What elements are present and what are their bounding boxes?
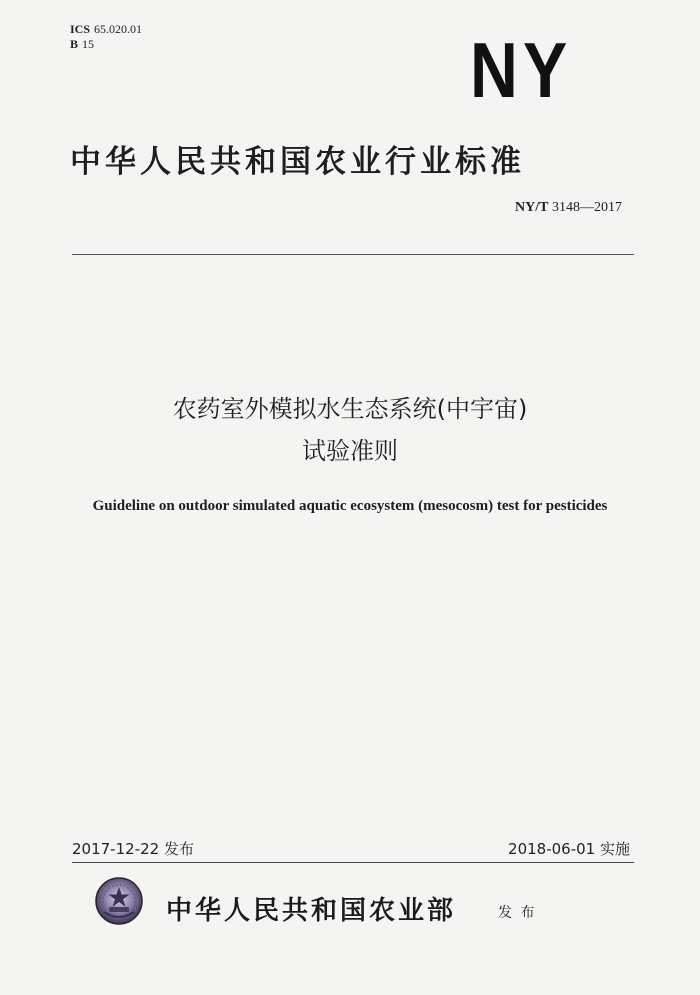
national-emblem-icon [94,876,144,926]
title-line-2: 试验准则 [302,437,398,465]
ics-label: ICS [70,22,91,36]
ccs-label: B [70,37,79,51]
header-divider [72,254,634,255]
standard-category-title: 中华人民共和国农业行业标准 [70,144,525,180]
ccs-code: 15 [82,37,95,51]
ics-code: 65.020.01 [94,22,143,36]
ics-line [70,22,142,37]
document-title-english: Guideline on outdoor simulated aquatic ecosystem (mesocosm) test for pesticides [92,498,608,514]
standard-code-number: 3148—2017 [552,200,622,215]
footer-divider [72,862,634,863]
standard-code [515,200,622,216]
publish-label: 发 布 [498,905,537,921]
implementation-date: 2018-06-01 实施 [508,840,630,858]
title-line-1: 农药室外模拟水生态系统(中宇宙) [172,395,528,423]
document-title-chinese [0,388,700,472]
ccs-line [70,37,142,52]
standard-logo: NY [470,26,573,114]
issuing-ministry: 中华人民共和国农业部 [166,896,457,926]
classification-codes [70,22,142,52]
standard-code-prefix: NY/T [515,200,549,215]
issue-date: 2017-12-22 发布 [72,840,194,858]
